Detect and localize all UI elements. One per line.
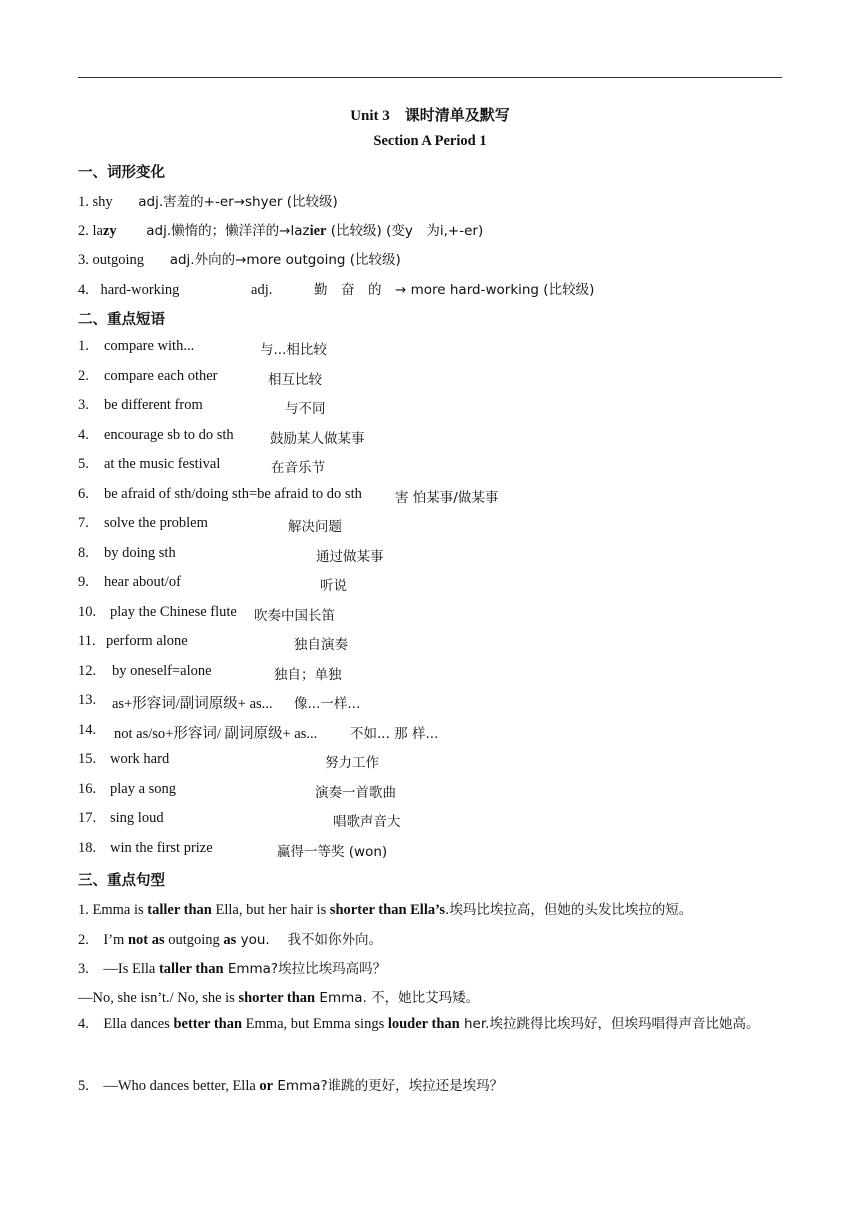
phrase-item [78,810,778,830]
sentence-item: —No, she isn’t./ No, she is shorter than Emma. 不，她比艾玛矮。 [78,990,480,1006]
phrase-item [78,633,778,653]
phrase-english: compare each other [104,367,218,384]
phrase-english: compare with... [104,338,195,354]
phrase-chinese: 通过做某事 [316,548,384,565]
section-heading-key-phrases: 二、重点短语 [78,312,165,328]
phrase-item [78,338,778,358]
phrase-item [78,397,778,417]
header-rule [78,77,782,78]
word-term: outgoing [92,252,145,268]
word-item [78,190,338,211]
sentence-item: 1. Emma is taller than Ella, but her hair is shorter than Ella’s.埃玛比埃拉高，但她的头发比埃拉的短。 [78,902,693,918]
phrase-chinese: 听说 [320,578,347,594]
phrase-chinese: 解决问题 [288,519,342,535]
word-item [78,219,483,240]
phrase-number: 6. [78,485,89,502]
phrase-english: be different from [104,397,203,413]
phrase-item [78,604,778,624]
phrase-item [78,368,778,388]
phrase-number: 17. [78,810,97,826]
phrase-chinese: 鼓励某人做某事 [270,430,365,447]
word-term: hard-working [100,282,180,298]
phrase-english: as+形容词/副词原级+ as... [112,696,273,712]
word-pos: adj. [251,282,273,298]
phrase-number: 3. [78,397,89,413]
word-item [78,248,401,269]
phrase-english: perform alone [106,633,188,649]
phrase-english: by oneself=alone [112,662,212,679]
phrase-number: 16. [78,780,97,797]
word-item [78,278,594,299]
phrase-number: 5. [78,456,89,472]
phrase-number: 11. [78,633,96,649]
phrase-english: solve the problem [104,515,208,531]
word-term: shy [92,194,113,210]
phrase-english: encourage sb to do sth [104,426,234,443]
phrase-english: hear about/of [104,574,181,590]
phrase-chinese: 害 怕某事/做某事 [395,489,499,506]
phrase-chinese: 不如... 那 样... [350,725,439,742]
word-term: la [92,223,103,239]
phrase-english: sing loud [110,810,164,826]
phrase-chinese: 与不同 [285,401,326,417]
phrase-item [78,427,778,447]
phrase-number: 15. [78,751,97,767]
phrase-english: be afraid of sth/doing sth=be afraid to do sth [104,485,362,502]
phrase-item [78,663,778,683]
sentence-item: 5. —Who dances better, Ella or Emma?谁跳的更好，埃拉还是埃玛？ [78,1078,504,1094]
phrase-item [78,751,778,771]
page-title: Unit 3 课时清单及默写 [350,108,510,124]
phrase-number: 14. [78,721,97,738]
phrase-item [78,692,778,712]
phrase-number: 2. [78,367,89,384]
sentence-item: 2. I’m not as outgoing as you. 我不如你外向。 [78,932,383,948]
phrase-chinese: 相互比较 [268,371,322,388]
word-explanation-note: (比较级) (变y 为i,+-er) [326,223,484,239]
phrase-chinese: 像...一样... [294,696,361,712]
phrase-item [78,486,778,506]
section-heading-key-sentences: 三、重点句型 [78,873,165,889]
phrase-chinese: 赢得一等奖 (won) [277,843,388,860]
word-explanation: adj.懒惰的；懒洋洋的→laz [146,223,310,239]
phrase-chinese: 独自演奏 [294,637,348,653]
phrase-english: play a song [110,780,177,797]
phrase-item [78,781,778,801]
phrase-chinese: 吹奏中国长笛 [254,607,335,624]
phrase-english: not as/so+形容词/ 副词原级+ as... [114,725,318,742]
phrase-number: 18. [78,839,97,856]
phrase-item [78,515,778,535]
word-explanation: adj.害羞的+-er→shyer (比较级) [138,194,338,210]
phrase-item [78,545,778,565]
phrase-chinese: 努力工作 [325,755,379,771]
word-number: 4. [78,282,89,298]
phrase-number: 7. [78,515,89,531]
word-explanation: 勤 奋 的 → more hard-working (比较级) [314,282,595,298]
phrase-item [78,840,778,860]
phrase-number: 4. [78,426,89,443]
phrase-number: 10. [78,603,97,620]
phrase-english: work hard [110,751,170,767]
phrase-chinese: 唱歌声音大 [333,814,401,830]
phrase-english: win the first prize [110,839,213,856]
phrase-item [78,722,778,742]
phrase-english: at the music festival [104,456,221,472]
phrase-number: 8. [78,544,89,561]
phrase-number: 1. [78,338,89,354]
phrase-chinese: 独自；单独 [274,666,342,683]
phrase-number: 13. [78,692,97,708]
word-number: 1. [78,194,89,210]
word-number: 3. [78,252,89,268]
word-explanation-bold: ier [309,223,327,239]
section-heading-word-forms: 一、词形变化 [78,165,165,181]
phrase-chinese: 在音乐节 [271,460,325,476]
phrase-chinese: 与...相比较 [260,342,327,358]
page-subtitle: Section A Period 1 [373,133,487,149]
phrase-chinese: 演奏一首歌曲 [315,784,396,801]
phrase-english: play the Chinese flute [110,603,237,620]
phrase-english: by doing sth [104,544,176,561]
word-term-bold: zy [102,223,117,239]
phrase-number: 12. [78,662,97,679]
word-explanation: adj.外向的→more outgoing (比较级) [169,252,401,268]
sentence-item: 3. —Is Ella taller than Emma?埃拉比埃玛高吗？ [78,961,387,977]
sentence-item: 4. Ella dances better than Emma, but Emma sings louder than her.埃拉跳得比埃玛好，但埃玛唱得声音比她高。 [78,1016,760,1032]
word-number: 2. [78,223,89,239]
phrase-number: 9. [78,574,89,590]
phrase-item [78,456,778,476]
phrase-item [78,574,778,594]
